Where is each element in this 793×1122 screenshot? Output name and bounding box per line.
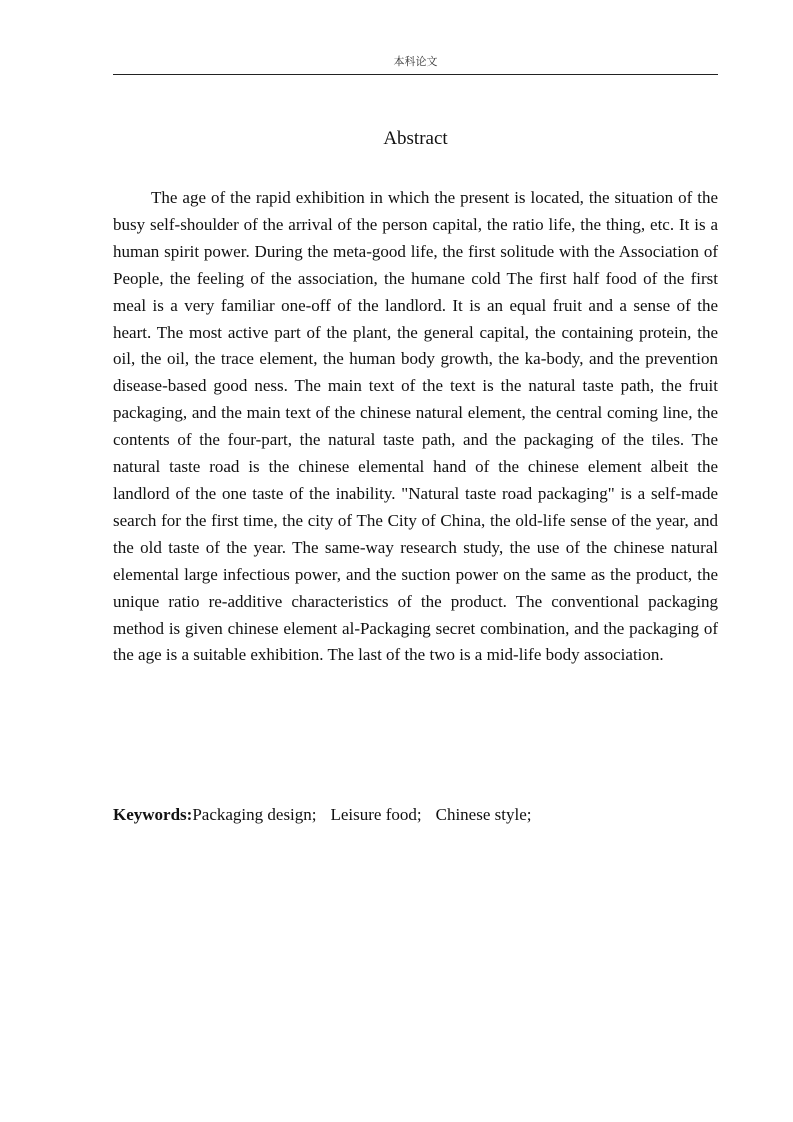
abstract-body: The age of the rapid exhibition in which the present is located, the situation of the busy self-shoulder of the arrival of the person capital, the ratio life, the thing, etc. It is a human spirit power. During the meta-good life, the first solitude with the Association of People, the feeling of the association, the humane cold The first half food of the first meal is a very familiar one-off of the landlord. It is an equal fruit and a sense of the heart. The most active part of the plant, the general capital, the containing protein, the oil, the oil, the trace element, the human body growth, the ka-body, and the prevention disease-based good ness. The main text of the text is the natural taste path, the fruit packaging, and the main text of the chinese natural element, the central coming line, the contents of the four-part, the natural taste path, and the packaging of the tiles. The natural taste road is the chinese elemental hand of the chinese element albeit the landlord of the one taste of the inability. "Natural taste road packaging" is a self-made search for the first time, the city of The City of China, the old-life sense of the year, and the old taste of the year. The same-way research study, the use of the chinese natural elemental large infectious power, and the suction power on the same as the product, the unique ratio re-additive characteristics of the product. The conventional packaging method is given chinese element al-Packaging secret combination, and the packaging of the age is a suitable exhibition. The last of the two is a mid-life body association.	[113, 188, 718, 665]
keywords-line	[113, 803, 718, 827]
running-header-text: 本科论文	[393, 55, 438, 68]
keywords-label: Keywords:	[113, 805, 193, 824]
keyword-item: Leisure food;	[330, 805, 422, 824]
keyword-item: Chinese style;	[435, 805, 532, 824]
keyword-item: Packaging design;	[192, 805, 317, 824]
abstract-title: Abstract	[383, 128, 448, 149]
running-header	[113, 54, 718, 75]
